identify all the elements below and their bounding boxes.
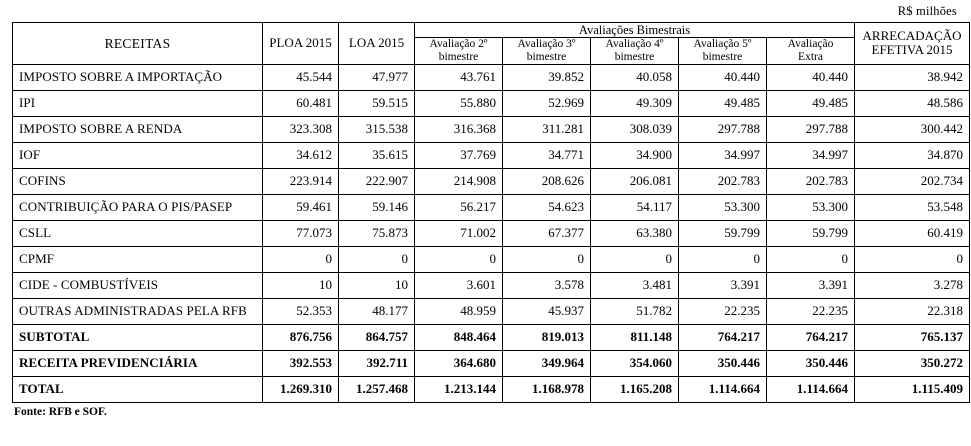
cell-av4: 34.900 — [591, 142, 679, 168]
cell-av5: 764.217 — [679, 324, 767, 350]
cell-arrecadacao: 300.442 — [855, 116, 970, 142]
cell-av3: 52.969 — [503, 90, 591, 116]
av2-line2: bimestre — [438, 50, 479, 63]
cell-av5: 59.799 — [679, 220, 767, 246]
cell-av3: 208.626 — [503, 168, 591, 194]
cell-av4: 206.081 — [591, 168, 679, 194]
av4-line2: bimestre — [614, 50, 655, 63]
cell-av2: 364.680 — [415, 350, 503, 376]
cell-av3: 3.578 — [503, 272, 591, 298]
table-row — [13, 90, 970, 116]
cell-avextra: 53.300 — [767, 194, 855, 220]
cell-arrecadacao: 765.137 — [855, 324, 970, 350]
source-note: Fonte: RFB e SOF. — [14, 405, 107, 418]
cell-avextra: 764.217 — [767, 324, 855, 350]
row-label: CONTRIBUIÇÃO PARA O PIS/PASEP — [13, 194, 263, 220]
row-label: OUTRAS ADMINISTRADAS PELA RFB — [13, 298, 263, 324]
cell-avextra: 3.391 — [767, 272, 855, 298]
cell-avextra: 59.799 — [767, 220, 855, 246]
row-label: COFINS — [13, 168, 263, 194]
cell-av2: 48.959 — [415, 298, 503, 324]
cell-avextra: 34.997 — [767, 142, 855, 168]
row-label: SUBTOTAL — [13, 324, 263, 350]
cell-av3: 1.168.978 — [503, 376, 591, 402]
column-header-av5 — [679, 38, 767, 65]
cell-loa: 59.146 — [339, 194, 415, 220]
table-body — [13, 64, 970, 402]
cell-av3: 39.852 — [503, 64, 591, 90]
cell-arrecadacao: 34.870 — [855, 142, 970, 168]
row-label: TOTAL — [13, 376, 263, 402]
cell-avextra: 22.235 — [767, 298, 855, 324]
cell-loa: 864.757 — [339, 324, 415, 350]
cell-loa: 48.177 — [339, 298, 415, 324]
row-label: CIDE - COMBUSTÍVEIS — [13, 272, 263, 298]
table-row — [13, 168, 970, 194]
cell-arrecadacao: 202.734 — [855, 168, 970, 194]
cell-avextra: 49.485 — [767, 90, 855, 116]
row-label: CPMF — [13, 246, 263, 272]
cell-av4: 811.148 — [591, 324, 679, 350]
cell-av5: 34.997 — [679, 142, 767, 168]
table-row — [13, 64, 970, 90]
row-label: IOF — [13, 142, 263, 168]
cell-av4: 354.060 — [591, 350, 679, 376]
cell-loa: 47.977 — [339, 64, 415, 90]
table-row — [13, 272, 970, 298]
unit-note: R$ milhões — [897, 4, 957, 18]
cell-av5: 3.391 — [679, 272, 767, 298]
av3-line2: bimestre — [526, 50, 567, 63]
arrecadacao-line2: EFETIVA 2015 — [871, 42, 953, 58]
avextra-line1: Avaliação — [787, 38, 834, 50]
cell-ploa: 60.481 — [263, 90, 339, 116]
cell-av2: 71.002 — [415, 220, 503, 246]
table-row — [13, 246, 970, 272]
cell-ploa: 10 — [263, 272, 339, 298]
cell-av4: 54.117 — [591, 194, 679, 220]
cell-av5: 40.440 — [679, 64, 767, 90]
table-row-previdenciaria — [13, 350, 970, 376]
cell-loa: 392.711 — [339, 350, 415, 376]
row-label: IPI — [13, 90, 263, 116]
cell-loa: 1.257.468 — [339, 376, 415, 402]
cell-ploa: 1.269.310 — [263, 376, 339, 402]
cell-av2: 214.908 — [415, 168, 503, 194]
cell-av4: 63.380 — [591, 220, 679, 246]
cell-av4: 0 — [591, 246, 679, 272]
cell-ploa: 876.756 — [263, 324, 339, 350]
column-header-arrecadacao — [855, 23, 970, 65]
avextra-line2: Extra — [798, 50, 823, 63]
cell-av2: 0 — [415, 246, 503, 272]
row-label: IMPOSTO SOBRE A RENDA — [13, 116, 263, 142]
cell-av3: 819.013 — [503, 324, 591, 350]
cell-av3: 54.623 — [503, 194, 591, 220]
cell-av5: 350.446 — [679, 350, 767, 376]
cell-arrecadacao: 0 — [855, 246, 970, 272]
row-label: CSLL — [13, 220, 263, 246]
cell-av4: 49.309 — [591, 90, 679, 116]
cell-av2: 1.213.144 — [415, 376, 503, 402]
cell-avextra: 0 — [767, 246, 855, 272]
cell-av4: 40.058 — [591, 64, 679, 90]
row-label: IMPOSTO SOBRE A IMPORTAÇÃO — [13, 64, 263, 90]
cell-loa: 75.873 — [339, 220, 415, 246]
header-row-group — [13, 23, 970, 38]
cell-av5: 22.235 — [679, 298, 767, 324]
revenue-table — [12, 22, 970, 403]
column-header-group-avaliacoes: Avaliações Bimestrais — [415, 23, 855, 38]
arrecadacao-line1: ARRECADAÇÃO — [862, 27, 962, 43]
table-row — [13, 194, 970, 220]
cell-av5: 1.114.664 — [679, 376, 767, 402]
cell-av3: 45.937 — [503, 298, 591, 324]
av3-line1: Avaliação 3º — [517, 38, 576, 50]
cell-avextra: 297.788 — [767, 116, 855, 142]
cell-av4: 308.039 — [591, 116, 679, 142]
cell-avextra: 202.783 — [767, 168, 855, 194]
cell-arrecadacao: 60.419 — [855, 220, 970, 246]
cell-av5: 0 — [679, 246, 767, 272]
cell-av3: 34.771 — [503, 142, 591, 168]
cell-av2: 55.880 — [415, 90, 503, 116]
cell-arrecadacao: 53.548 — [855, 194, 970, 220]
cell-loa: 315.538 — [339, 116, 415, 142]
cell-loa: 222.907 — [339, 168, 415, 194]
cell-ploa: 59.461 — [263, 194, 339, 220]
cell-loa: 35.615 — [339, 142, 415, 168]
cell-arrecadacao: 350.272 — [855, 350, 970, 376]
cell-arrecadacao: 38.942 — [855, 64, 970, 90]
cell-av5: 53.300 — [679, 194, 767, 220]
cell-av2: 848.464 — [415, 324, 503, 350]
av4-line1: Avaliação 4º — [605, 38, 664, 50]
table-row — [13, 142, 970, 168]
cell-av5: 49.485 — [679, 90, 767, 116]
column-header-av3 — [503, 38, 591, 65]
column-header-loa: LOA 2015 — [339, 23, 415, 65]
cell-av4: 51.782 — [591, 298, 679, 324]
cell-av4: 1.165.208 — [591, 376, 679, 402]
column-header-av4 — [591, 38, 679, 65]
cell-av2: 3.601 — [415, 272, 503, 298]
table-row — [13, 116, 970, 142]
column-header-ploa: PLOA 2015 — [263, 23, 339, 65]
table-head — [13, 23, 970, 65]
cell-av2: 37.769 — [415, 142, 503, 168]
cell-av3: 0 — [503, 246, 591, 272]
av5-line2: bimestre — [702, 50, 743, 63]
cell-ploa: 392.553 — [263, 350, 339, 376]
cell-av2: 43.761 — [415, 64, 503, 90]
cell-arrecadacao: 1.115.409 — [855, 376, 970, 402]
cell-ploa: 45.544 — [263, 64, 339, 90]
column-header-receitas: RECEITAS — [13, 23, 263, 65]
cell-av3: 67.377 — [503, 220, 591, 246]
column-header-avextra — [767, 38, 855, 65]
cell-avextra: 350.446 — [767, 350, 855, 376]
cell-loa: 0 — [339, 246, 415, 272]
table-row — [13, 298, 970, 324]
cell-ploa: 323.308 — [263, 116, 339, 142]
column-header-av2 — [415, 38, 503, 65]
cell-loa: 59.515 — [339, 90, 415, 116]
cell-ploa: 52.353 — [263, 298, 339, 324]
cell-arrecadacao: 3.278 — [855, 272, 970, 298]
cell-av4: 3.481 — [591, 272, 679, 298]
cell-arrecadacao: 48.586 — [855, 90, 970, 116]
cell-ploa: 0 — [263, 246, 339, 272]
cell-avextra: 1.114.664 — [767, 376, 855, 402]
cell-av5: 202.783 — [679, 168, 767, 194]
cell-ploa: 34.612 — [263, 142, 339, 168]
av5-line1: Avaliação 5º — [693, 38, 752, 50]
cell-loa: 10 — [339, 272, 415, 298]
table-row-total — [13, 376, 970, 402]
table-row — [13, 220, 970, 246]
cell-ploa: 77.073 — [263, 220, 339, 246]
table-row-subtotal — [13, 324, 970, 350]
av2-line1: Avaliação 2º — [429, 38, 488, 50]
cell-ploa: 223.914 — [263, 168, 339, 194]
cell-arrecadacao: 22.318 — [855, 298, 970, 324]
cell-av2: 56.217 — [415, 194, 503, 220]
cell-av3: 349.964 — [503, 350, 591, 376]
cell-av2: 316.368 — [415, 116, 503, 142]
cell-av3: 311.281 — [503, 116, 591, 142]
cell-avextra: 40.440 — [767, 64, 855, 90]
row-label: RECEITA PREVIDENCIÁRIA — [13, 350, 263, 376]
cell-av5: 297.788 — [679, 116, 767, 142]
